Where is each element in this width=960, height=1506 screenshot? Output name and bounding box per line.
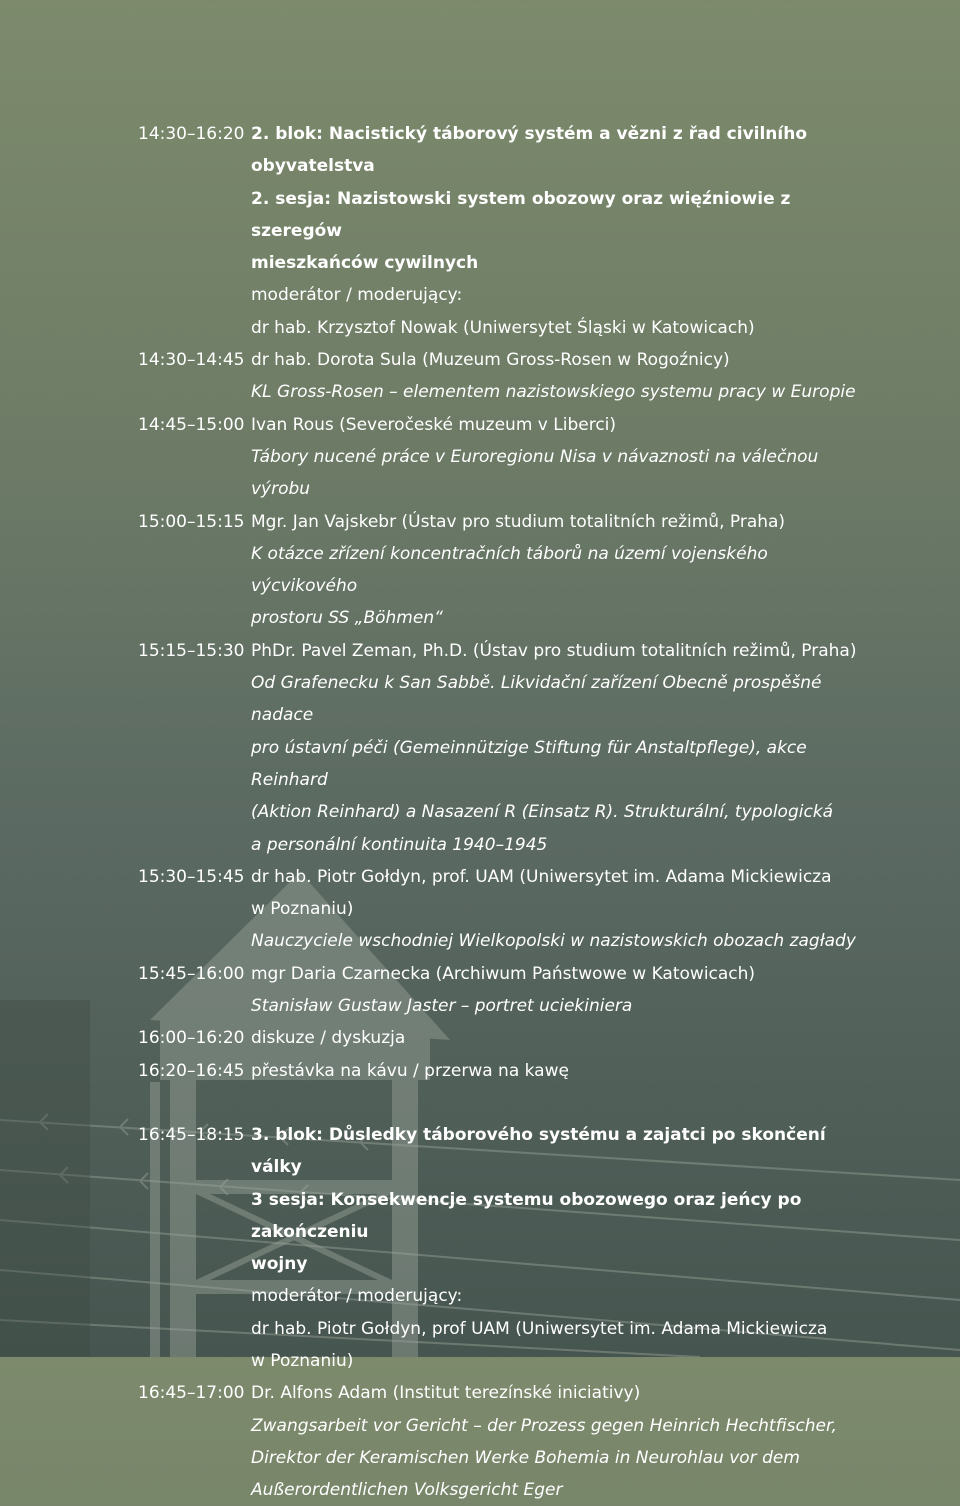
talk-title: KL Gross-Rosen – elementem nazistowskiego systemu pracy w Europie (251, 382, 856, 403)
talk-time: 16:45–17:00 (138, 1383, 245, 1404)
talk-speaker-cont: w Poznaniu) (251, 899, 354, 920)
talk-time: 15:15–15:30 (138, 640, 245, 661)
talk-title-cont: Direktor der Keramischen Werke Bohemia in Neurohlau vor dem (251, 1447, 800, 1468)
talk-item (138, 958, 878, 1023)
talk-time: 14:30–14:45 (138, 350, 245, 371)
session-header (138, 118, 878, 344)
talk-title: K otázce zřízení koncentračních táborů na území vojenského výcvikového (251, 543, 768, 597)
break-label: přestávka na kávu / przerwa na kawę (251, 1060, 569, 1081)
moderator-label: moderátor / moderujący: (251, 285, 463, 306)
talk-item (138, 1377, 878, 1506)
talk-title: Zwangsarbeit vor Gericht – der Prozess gegen Heinrich Hechtfischer, (251, 1415, 837, 1436)
discussion-item (138, 1022, 878, 1054)
talk-title-cont: prostoru SS „Böhmen“ (251, 608, 443, 629)
session-title-pl: 2. sesja: Nazistowski system obozowy oraz więźniowie z szeregów (251, 188, 791, 241)
talk-title: Tábory nucené práce v Euroregionu Nisa v návaznosti na válečnou výrobu (251, 446, 819, 500)
section-spacer (138, 1087, 878, 1119)
talk-speaker: mgr Daria Czarnecka (Archiwum Państwowe w Katowicach) (251, 963, 756, 984)
talk-time: 15:30–15:45 (138, 866, 245, 887)
break-item (138, 1055, 878, 1087)
talk-speaker: Ivan Rous (Severočeské muzeum v Liberci) (251, 414, 617, 435)
moderator-name: dr hab. Krzysztof Nowak (Uniwersytet Śląski w Katowicach) (251, 317, 755, 338)
talk-title-cont: a personální kontinuita 1940–1945 (251, 834, 548, 855)
talk-item (138, 409, 878, 506)
moderator-name-cont: w Poznaniu) (251, 1350, 354, 1371)
moderator-label: moderátor / moderujący: (251, 1286, 463, 1307)
talk-speaker: Dr. Alfons Adam (Institut terezínské iniciativy) (251, 1383, 641, 1404)
discussion-label: diskuze / dyskuzja (251, 1028, 406, 1049)
talk-item (138, 861, 878, 958)
session-title-pl-cont: mieszkańców cywilnych (251, 253, 479, 274)
talk-item (138, 506, 878, 635)
talk-time: 15:00–15:15 (138, 511, 245, 532)
talk-title: Od Grafenecku k San Sabbě. Likvidační zařízení Obecně prospěšné nadace (251, 673, 822, 726)
session-title-cz: 3. blok: Důsledky táborového systému a zajatci po skončení války (251, 1124, 826, 1178)
moderator-name: dr hab. Piotr Gołdyn, prof UAM (Uniwersytet im. Adama Mickiewicza (251, 1318, 828, 1339)
talk-time: 15:45–16:00 (138, 963, 245, 984)
session-block-2 (138, 118, 878, 1087)
session-time: 14:30–16:20 (138, 124, 245, 144)
talk-title-cont: Außerordentlichen Volksgericht Eger (251, 1480, 563, 1501)
talk-speaker: dr hab. Dorota Sula (Muzeum Gross-Rosen w Rogoźnicy) (251, 350, 730, 371)
talk-title-cont: (Aktion Reinhard) a Nasazení R (Einsatz R). Strukturální, typologická (251, 802, 834, 823)
session-header (138, 1119, 878, 1377)
talk-item (138, 635, 878, 861)
talk-speaker: PhDr. Pavel Zeman, Ph.D. (Ústav pro studium totalitních režimů, Praha) (251, 640, 857, 661)
wire-post (0, 1000, 90, 1357)
session-title-cz: 2. blok: Nacistický táborový systém a vězni z řad civilního obyvatelstva (251, 124, 808, 177)
talk-item (138, 344, 878, 409)
program-schedule (138, 118, 878, 1506)
talk-time: 14:45–15:00 (138, 414, 245, 435)
talk-title-cont: pro ústavní péči (Gemeinnützige Stiftung für Anstaltpflege), akce Reinhard (251, 737, 807, 790)
talk-time: 16:00–16:20 (138, 1028, 245, 1049)
talk-title: Nauczyciele wschodniej Wielkopolski w nazistowskich obozach zagłady (251, 931, 856, 952)
session-time: 16:45–18:15 (138, 1124, 245, 1145)
session-block-3 (138, 1119, 878, 1506)
talk-speaker: dr hab. Piotr Gołdyn, prof. UAM (Uniwersytet im. Adama Mickiewicza (251, 866, 832, 887)
talk-speaker: Mgr. Jan Vajskebr (Ústav pro studium totalitních režimů, Praha) (251, 511, 786, 532)
session-title-pl-cont: wojny (251, 1254, 308, 1275)
session-title-pl: 3 sesja: Konsekwencje systemu obozowego oraz jeńcy po zakończeniu (251, 1189, 802, 1242)
talk-time: 16:20–16:45 (138, 1060, 245, 1081)
talk-title: Stanisław Gustaw Jaster – portret uciekiniera (251, 996, 633, 1017)
